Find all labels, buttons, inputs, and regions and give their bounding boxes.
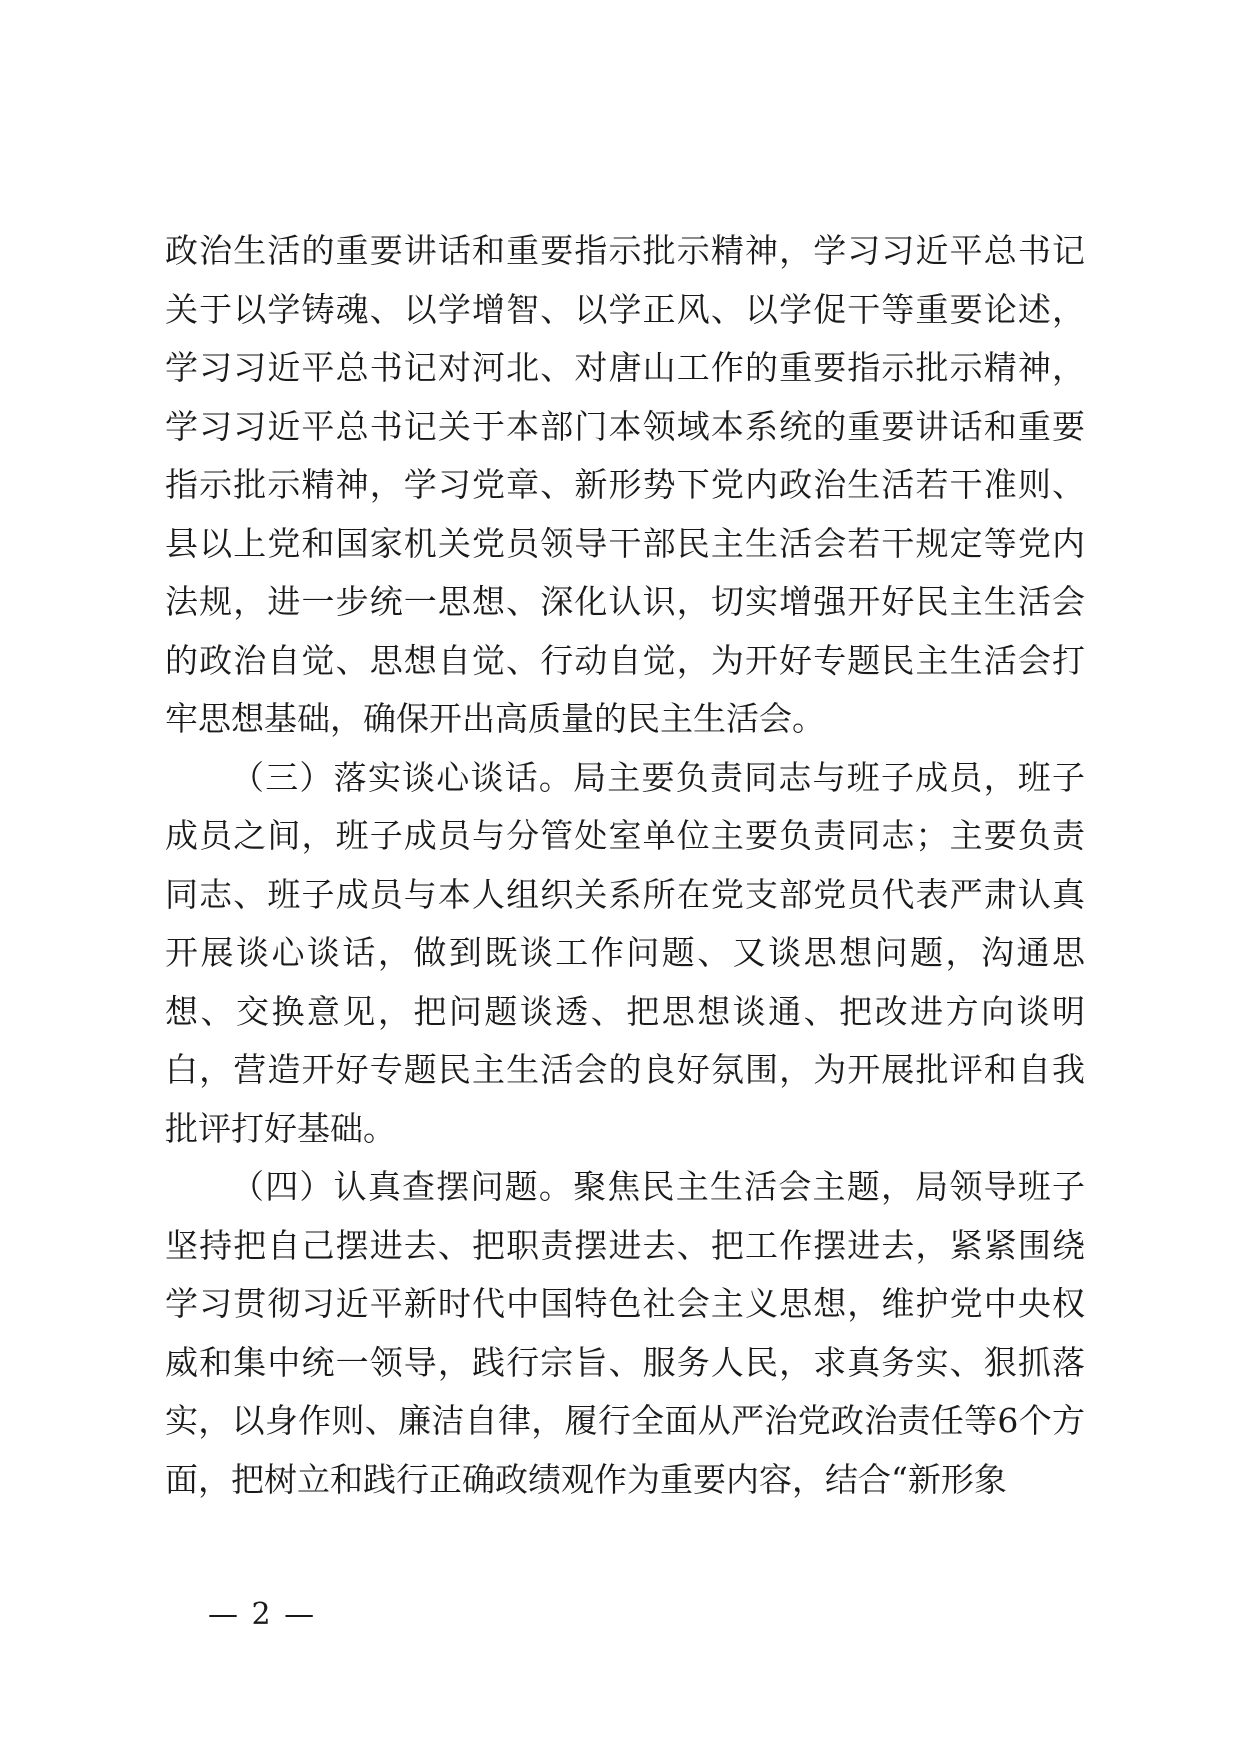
- document-body: [165, 222, 1085, 1509]
- paragraph-section-4-problems: （四）认真查摆问题。聚焦民主生活会主题，局领导班子坚持把自己摆进去、把职责摆进去、把工作摆进去，紧紧围绕学习贯彻习近平新时代中国特色社会主义思想，维护党中央权威和集中统一领导，践行宗旨、服务人民，求真务实、狠抓落实，以身作则、廉洁自律，履行全面从严治党政治责任等6个方面，把树立和践行正确政绩观作为重要内容，结合“新形象: [165, 1167, 1085, 1499]
- paragraph-continuation: 政治生活的重要讲话和重要指示批示精神，学习习近平总书记关于以学铸魂、以学增智、以学正风、以学促干等重要论述，学习习近平总书记对河北、对唐山工作的重要指示批示精神，学习习近平总书记关于本部门本领域本系统的重要讲话和重要指示批示精神，学习党章、新形势下党内政治生活若干准则、县以上党和国家机关党员领导干部民主生活会若干规定等党内法规，进一步统一思想、深化认识，切实增强开好民主生活会的政治自觉、思想自觉、行动自觉，为开好专题民主生活会打牢思想基础，确保开出高质量的民主生活会。: [165, 231, 1085, 738]
- page-number: — 2 —: [208, 1597, 317, 1632]
- paragraph-section-3-talks: （三）落实谈心谈话。局主要负责同志与班子成员，班子成员之间，班子成员与分管处室单位主要负责同志；主要负责同志、班子成员与本人组织关系所在党支部党员代表严肃认真开展谈心谈话，做到既谈工作问题、又谈思想问题，沟通思想、交换意见，把问题谈透、把思想谈通、把改进方向谈明白，营造开好专题民主生活会的良好氛围，为开展批评和自我批评打好基础。: [165, 757, 1085, 1148]
